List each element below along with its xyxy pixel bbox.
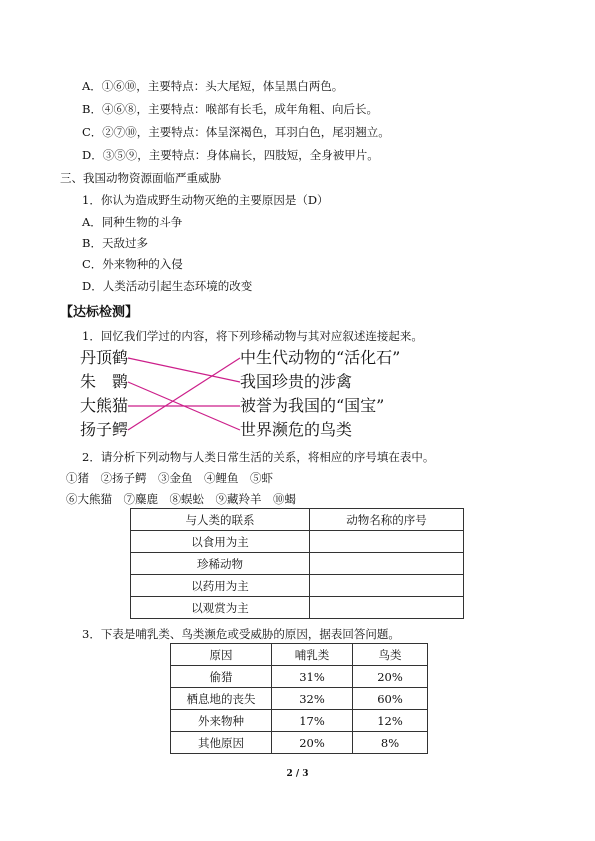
option-d-prev: D．③⑤⑨，主要特点：身体扁长，四肢短，全身被甲片。 [82, 148, 379, 162]
answer-cell[interactable] [310, 553, 464, 575]
q3-stem: 3．下表是哺乳类、鸟类濒危或受威胁的原因，据表回答问题。 [82, 627, 400, 641]
option-b-prev: B．④⑥⑧，主要特点：喉部有长毛，成年角粗、向后长。 [82, 102, 378, 116]
table-header: 动物名称的序号 [310, 509, 464, 531]
table-row [171, 710, 428, 732]
table-cell: 20% [353, 666, 428, 688]
match-line [128, 358, 240, 382]
page-number: 2 / 3 [286, 769, 309, 779]
match-right-item: 我国珍贵的涉禽 [240, 372, 353, 391]
table-cell: 以药用为主 [131, 575, 310, 597]
match-right-item: 中生代动物的“活化石” [240, 348, 401, 367]
table-row [131, 553, 464, 575]
table-header-row [131, 509, 464, 531]
q2-animals-row1: ①猪 ②扬子鳄 ③金鱼 ④鲤鱼 ⑤虾 [66, 471, 273, 485]
match-right-item: 被誉为我国的“国宝” [240, 396, 385, 415]
match-right-item: 世界濒危的鸟类 [240, 420, 353, 439]
table-cell: 32% [272, 688, 353, 710]
table-header: 原因 [171, 644, 272, 666]
q1-option-c: C．外来物种的入侵 [82, 257, 183, 271]
q1-option-d: D．人类活动引起生态环境的改变 [82, 279, 253, 293]
table-cell: 其他原因 [171, 732, 272, 754]
table-row [131, 531, 464, 553]
table-cell: 12% [353, 710, 428, 732]
test-heading: 【达标检测】 [60, 305, 139, 320]
table-row [171, 688, 428, 710]
q2-stem: 2．请分析下列动物与人类日常生活的关系，将相应的序号填在表中。 [82, 450, 435, 464]
table-cell: 以观赏为主 [131, 597, 310, 619]
match-line [128, 382, 240, 430]
table-header: 与人类的联系 [131, 509, 310, 531]
match-left-item: 丹顶鹤 [80, 348, 129, 367]
table-row [131, 597, 464, 619]
table-cell: 20% [272, 732, 353, 754]
section-3-title: 三、我国动物资源面临严重威胁 [60, 171, 221, 185]
match-stem: 1．回忆我们学过的内容，将下列珍稀动物与其对应叙述连接起来。 [82, 329, 423, 343]
relation-table [130, 508, 464, 619]
q2-animals-row2: ⑥大熊猫 ⑦麋鹿 ⑧蜈蚣 ⑨藏羚羊 ⑩蝎 [66, 492, 296, 506]
match-left-item: 朱 鹮 [80, 372, 129, 391]
table-cell: 17% [272, 710, 353, 732]
option-a-prev: A．①⑥⑩，主要特点：头大尾短，体呈黑白两色。 [82, 79, 344, 93]
answer-cell[interactable] [310, 597, 464, 619]
table-row [171, 732, 428, 754]
match-left-item: 大熊猫 [80, 396, 129, 415]
match-left-item: 扬子鳄 [80, 420, 129, 439]
table-cell: 栖息地的丧失 [171, 688, 272, 710]
table-header: 哺乳类 [272, 644, 353, 666]
answer-cell[interactable] [310, 531, 464, 553]
table-cell: 31% [272, 666, 353, 688]
table-cell: 以食用为主 [131, 531, 310, 553]
option-c-prev: C．②⑦⑩，主要特点：体呈深褐色，耳羽白色，尾羽翘立。 [82, 125, 390, 139]
table-cell: 外来物种 [171, 710, 272, 732]
table-header: 鸟类 [353, 644, 428, 666]
table-cell: 8% [353, 732, 428, 754]
threat-table [170, 643, 428, 754]
table-row [171, 666, 428, 688]
table-cell: 偷猎 [171, 666, 272, 688]
table-cell: 珍稀动物 [131, 553, 310, 575]
q1-option-b: B．天敌过多 [82, 236, 148, 250]
answer-cell[interactable] [310, 575, 464, 597]
table-header-row [171, 644, 428, 666]
q1-option-a: A．同种生物的斗争 [82, 215, 183, 229]
q1-stem: 1．你认为造成野生动物灭绝的主要原因是（D） [82, 193, 329, 207]
table-cell: 60% [353, 688, 428, 710]
table-row [131, 575, 464, 597]
match-line [128, 358, 240, 430]
